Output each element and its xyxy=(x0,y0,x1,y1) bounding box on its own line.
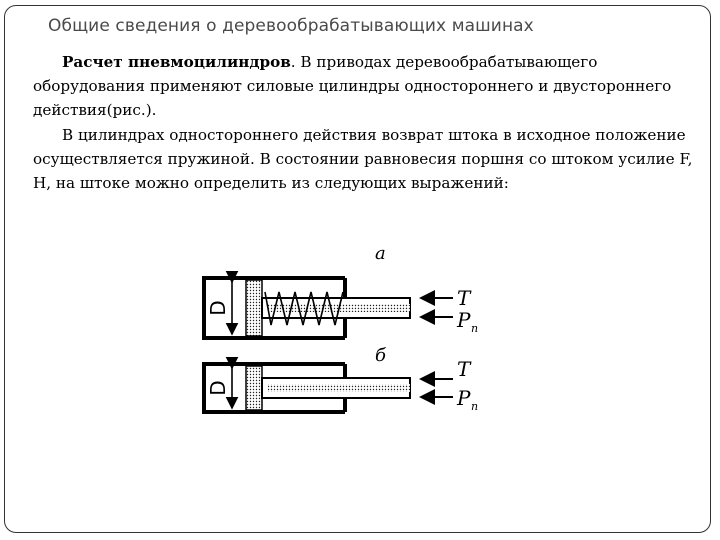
paragraph-1-rest: . В приводах деревообрабатывающего оборудования применяют силовые цилиндры одностороннего и двустороннего действия(рис.). xyxy=(33,53,672,120)
force-T-a: T xyxy=(457,286,471,310)
paragraph-2: В цилиндрах одностороннего действия возврат штока в исходное положение осуществляется пружиной. В состоянии равновесия поршня со штоком усилие F, Н, на штоке можно определить из следующих выражений: xyxy=(33,125,693,193)
dimension-label-a: D xyxy=(206,300,230,316)
force-P-a: P xyxy=(457,308,471,332)
slide-title: Общие сведения о деревообрабатывающих машинах xyxy=(48,16,534,36)
force-P-sub-b: п xyxy=(471,400,479,413)
force-T-b: T xyxy=(457,357,471,381)
label-a: а xyxy=(375,243,386,264)
force-P-b: P xyxy=(457,386,471,410)
cylinder-figure xyxy=(195,235,495,425)
paragraph-1-lead: Расчет пневмоцилиндров xyxy=(62,53,291,71)
paragraph-1 xyxy=(33,50,698,123)
label-b: б xyxy=(375,345,386,366)
force-P-sub-a: п xyxy=(471,322,479,335)
cylinder-b xyxy=(204,364,410,412)
body-text xyxy=(33,50,698,195)
dimension-label-b: D xyxy=(206,380,230,396)
cylinder-a xyxy=(204,278,410,338)
